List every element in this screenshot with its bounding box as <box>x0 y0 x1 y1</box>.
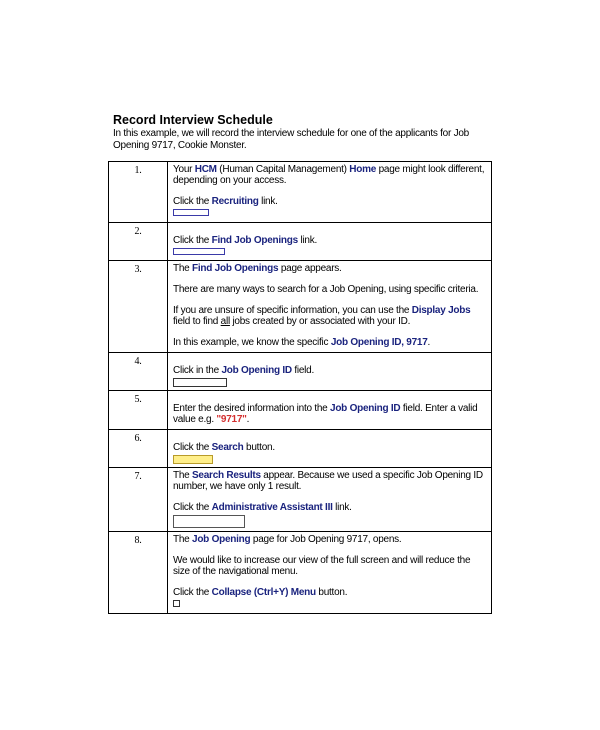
home-term: Home <box>349 164 377 175</box>
recruiting-link-thumbnail <box>173 209 209 216</box>
step-number: 8. <box>109 532 168 614</box>
table-row <box>109 162 492 223</box>
display-jobs-term: Display Jobs <box>411 305 471 316</box>
step-number: 4. <box>109 353 168 391</box>
collapse-menu-term: Collapse (Ctrl+Y) Menu <box>211 587 316 598</box>
table-row <box>109 391 492 430</box>
step-number: 5. <box>109 391 168 430</box>
find-job-openings-thumbnail <box>173 248 225 255</box>
admin-assistant-link-term: Administrative Assistant III <box>211 502 333 513</box>
step-number: 7. <box>109 468 168 532</box>
step-content: Click the Find Job Openings link. <box>168 223 492 261</box>
search-button-thumbnail <box>173 455 213 464</box>
intro-paragraph: In this example, we will record the interview schedule for one of the applicants for Job Opening 9717, Cookie Monster. <box>113 128 469 151</box>
collapse-menu-icon <box>173 600 180 607</box>
table-row <box>109 468 492 532</box>
job-opening-term: Job Opening <box>192 534 251 545</box>
step-number: 1. <box>109 162 168 223</box>
table-row <box>109 353 492 391</box>
step-number: 6. <box>109 430 168 468</box>
steps-table <box>108 161 492 614</box>
search-results-term: Search Results <box>192 470 261 481</box>
step-content: The Find Job Openings page appears. There are many ways to search for a Job Opening, using specific criteria. If you are unsure of specific information, you can use the Display Jobs field to find all jobs created by or associated with your ID. In this example, we know the specific Job Opening ID, 9717. <box>168 261 492 353</box>
step-number: 3. <box>109 261 168 353</box>
hcm-term: HCM <box>194 164 217 175</box>
step-content: The Job Opening page for Job Opening 9717, opens. We would like to increase our view of the full screen and will reduce the size of the navigational menu. Click the Collapse (Ctrl+Y) Menu button. <box>168 532 492 614</box>
step-content: The Search Results appear. Because we used a specific Job Opening ID number, we have only 1 result. Click the Administrative Assistant III link. <box>168 468 492 532</box>
example-value: "9717" <box>216 414 247 425</box>
step-content: Click the Search button. <box>168 430 492 468</box>
page-title: Record Interview Schedule <box>113 113 273 127</box>
job-opening-id-field-thumbnail <box>173 378 227 387</box>
job-opening-id-term: Job Opening ID, 9717 <box>330 337 428 348</box>
table-row <box>109 223 492 261</box>
table-row <box>109 261 492 353</box>
search-button-term: Search <box>211 442 244 453</box>
step-content: Enter the desired information into the Job Opening ID field. Enter a valid value e.g. "9717". <box>168 391 492 430</box>
recruiting-link-term: Recruiting <box>211 196 259 207</box>
step-number: 2. <box>109 223 168 261</box>
step-content: Your HCM (Human Capital Management) Home page might look different, depending on your access. Click the Recruiting link. <box>168 162 492 223</box>
find-job-openings-term: Find Job Openings <box>211 235 298 246</box>
admin-assistant-link-thumbnail <box>173 515 245 528</box>
table-row <box>109 532 492 614</box>
table-row <box>109 430 492 468</box>
step-content: Click in the Job Opening ID field. <box>168 353 492 391</box>
